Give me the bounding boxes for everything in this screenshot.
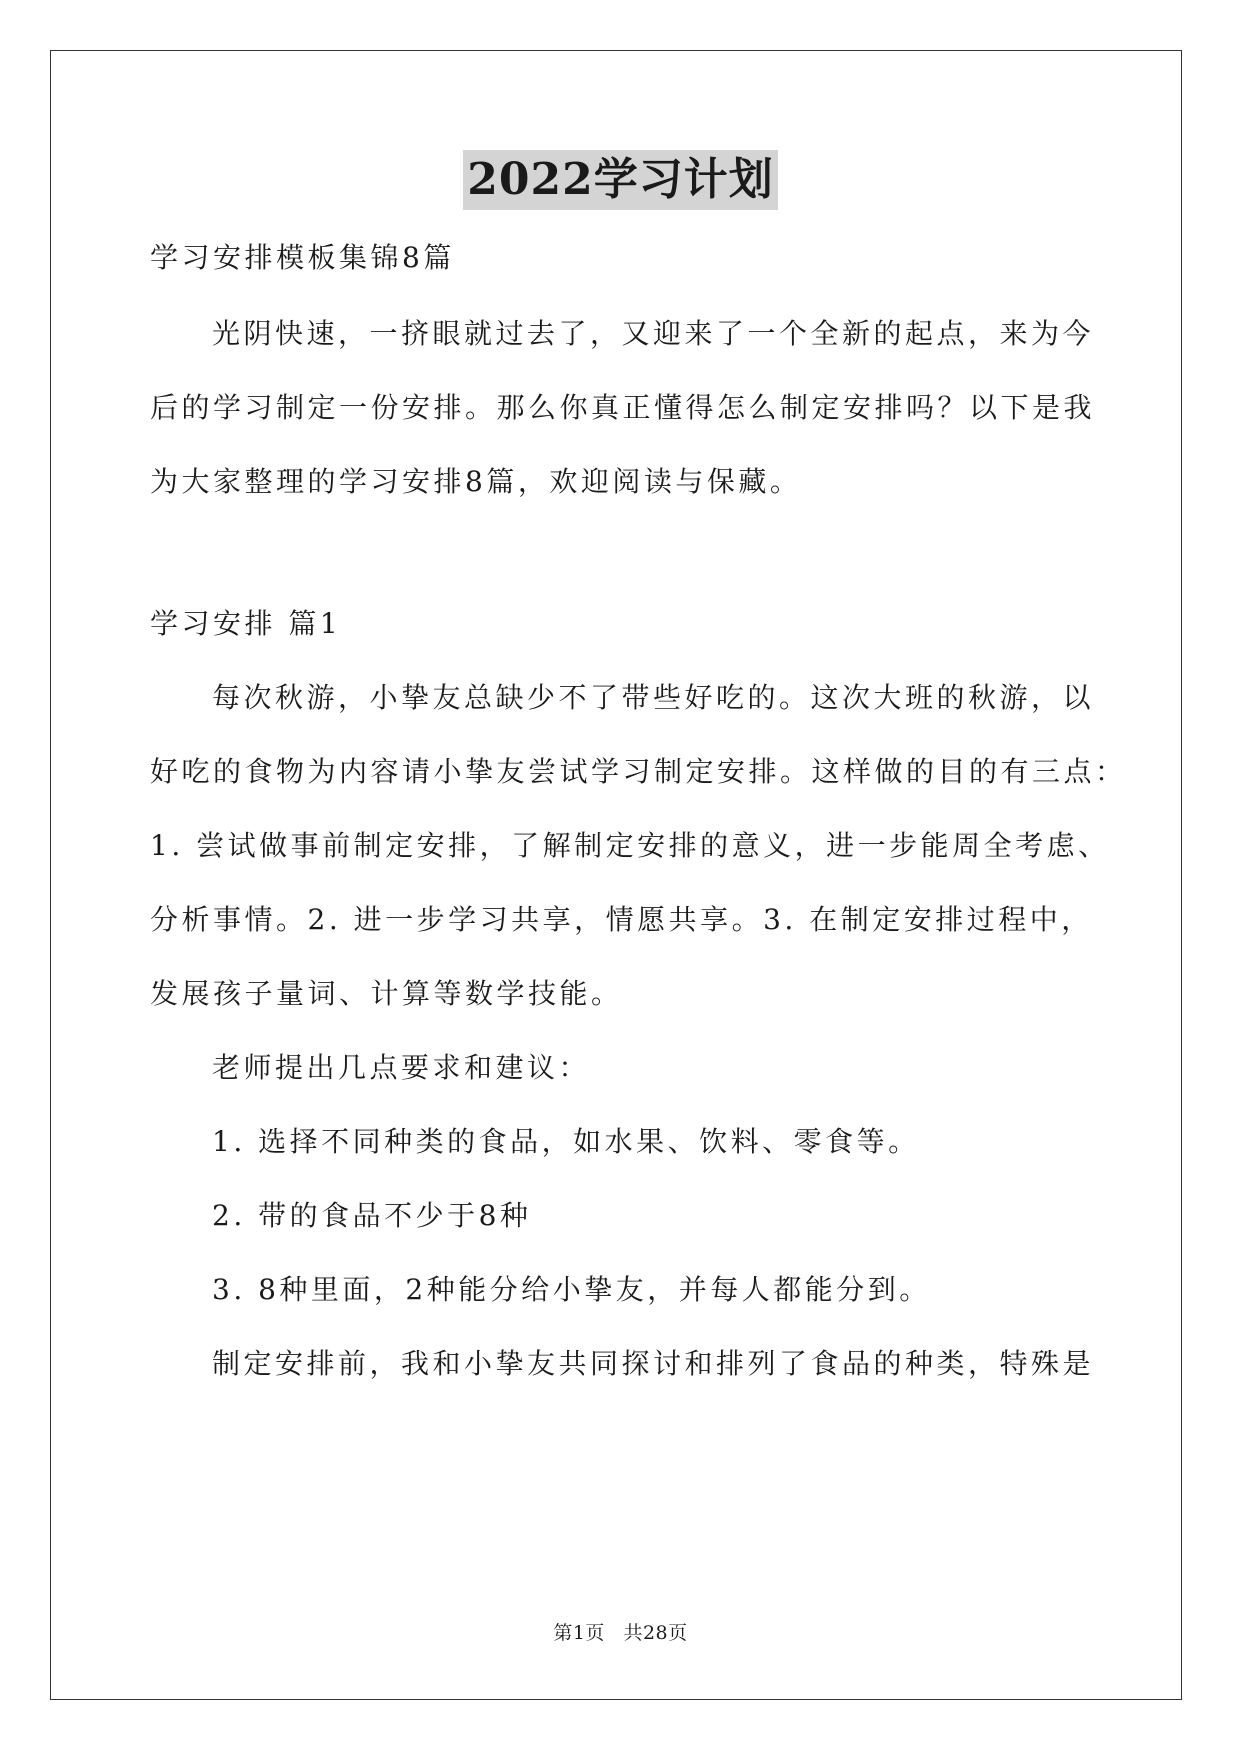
list-item: 1. 选择不同种类的食品，如水果、饮料、零食等。 <box>212 1125 920 1158</box>
page-border <box>50 50 1182 1700</box>
intro-paragraph-line: 后的学习制定一份安排。那么你真正懂得怎么制定安排吗？以下是我 <box>150 391 1096 424</box>
list-item: 3. 8种里面，2种能分给小挚友，并每人都能分到。 <box>212 1273 931 1306</box>
document-subtitle: 学习安排模板集锦8篇 <box>150 241 455 274</box>
page-total: 共28页 <box>623 1622 688 1644</box>
page-footer <box>0 1618 1241 1645</box>
section-paragraph-line: 分析事情。2. 进一步学习共享，情愿共享。3. 在制定安排过程中， <box>150 903 1093 936</box>
section-paragraph-line: 制定安排前，我和小挚友共同探讨和排列了食品的种类，特殊是 <box>212 1347 1095 1380</box>
section-paragraph-line: 每次秋游，小挚友总缺少不了带些好吃的。这次大班的秋游，以 <box>212 681 1095 714</box>
page-number: 第1页 <box>553 1622 605 1644</box>
section-paragraph-line: 好吃的食物为内容请小挚友尝试学习制定安排。这样做的目的有三点： <box>150 755 1127 788</box>
list-item: 2. 带的食品不少于8种 <box>212 1199 532 1232</box>
section-paragraph-line: 1. 尝试做事前制定安排，了解制定安排的意义，进一步能周全考虑、 <box>150 829 1110 862</box>
intro-paragraph-line: 为大家整理的学习安排8篇，欢迎阅读与保藏。 <box>150 465 802 498</box>
document-title: 2022学习计划 <box>463 150 777 210</box>
section-heading: 学习安排 篇1 <box>150 607 342 640</box>
title-wrapper <box>0 150 1241 210</box>
section-paragraph-line: 老师提出几点要求和建议： <box>212 1051 591 1084</box>
section-paragraph-line: 发展孩子量词、计算等数学技能。 <box>150 977 623 1010</box>
intro-paragraph-line: 光阴快速，一挤眼就过去了，又迎来了一个全新的起点，来为今 <box>212 317 1095 350</box>
